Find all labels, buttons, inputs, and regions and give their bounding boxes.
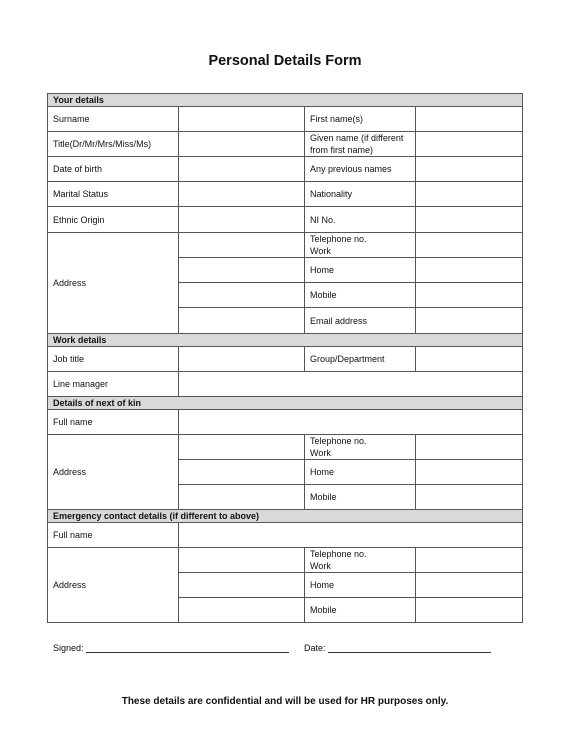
section-emergency: Emergency contact details (if different to above) [48,510,523,523]
label-kin-telephone [305,435,416,460]
label-emergency-mobile: Mobile [305,598,416,623]
address-line4-field[interactable] [179,308,305,334]
kin-telephone-line1: Telephone no. [310,436,367,446]
signature-row [53,643,289,653]
label-emergency-telephone [305,548,416,573]
personal-details-table [47,93,523,623]
date-row [304,643,491,653]
label-kin-home: Home [305,460,416,485]
address-line1-field[interactable] [179,233,305,258]
emergency-address-line2-field[interactable] [179,573,305,598]
kin-tel-home-field[interactable] [416,460,523,485]
first-names-field[interactable] [416,107,523,132]
label-emergency-address: Address [48,548,179,623]
label-home: Home [305,258,416,283]
emergency-tel-work-field[interactable] [416,548,523,573]
signature-line[interactable] [86,643,289,653]
confidentiality-notice: These details are confidential and will be used for HR purposes only. [121,696,449,707]
section-next-of-kin: Details of next of kin [48,397,523,410]
mobile-field[interactable] [416,283,523,308]
emergency-telephone-line1: Telephone no. [310,549,367,559]
label-dob: Date of birth [48,157,179,182]
given-name-field[interactable] [416,132,523,157]
emergency-address-line3-field[interactable] [179,598,305,623]
kin-mobile-field[interactable] [416,485,523,510]
kin-telephone-line2: Work [310,448,331,458]
label-job-title: Job title [48,347,179,372]
label-line-manager: Line manager [48,372,179,397]
emergency-address-line1-field[interactable] [179,548,305,573]
emergency-mobile-field[interactable] [416,598,523,623]
form-title: Personal Details Form [208,53,362,69]
section-your-details: Your details [48,94,523,107]
group-field[interactable] [416,347,523,372]
label-group: Group/Department [305,347,416,372]
marital-field[interactable] [179,182,305,207]
label-kin-mobile: Mobile [305,485,416,510]
telephone-line1: Telephone no. [310,234,367,244]
line-manager-field[interactable] [179,372,523,397]
label-address: Address [48,233,179,334]
label-ni: NI No. [305,207,416,233]
label-emergency-home: Home [305,573,416,598]
label-first-names: First name(s) [305,107,416,132]
kin-address-line2-field[interactable] [179,460,305,485]
kin-tel-work-field[interactable] [416,435,523,460]
label-emergency-full-name: Full name [48,523,179,548]
telephone-line2: Work [310,246,331,256]
label-nationality: Nationality [305,182,416,207]
emergency-full-name-field[interactable] [179,523,523,548]
kin-address-line3-field[interactable] [179,485,305,510]
label-kin-address: Address [48,435,179,510]
label-telephone [305,233,416,258]
signed-label: Signed: [53,643,84,653]
tel-work-field[interactable] [416,233,523,258]
tel-home-field[interactable] [416,258,523,283]
emergency-telephone-line2: Work [310,561,331,571]
previous-names-field[interactable] [416,157,523,182]
kin-address-line1-field[interactable] [179,435,305,460]
label-marital: Marital Status [48,182,179,207]
date-label: Date: [304,643,326,653]
label-previous-names: Any previous names [305,157,416,182]
job-title-field[interactable] [179,347,305,372]
label-kin-full-name: Full name [48,410,179,435]
surname-field[interactable] [179,107,305,132]
address-line2-field[interactable] [179,258,305,283]
section-work-details: Work details [48,334,523,347]
email-field[interactable] [416,308,523,334]
emergency-tel-home-field[interactable] [416,573,523,598]
address-line3-field[interactable] [179,283,305,308]
label-surname: Surname [48,107,179,132]
ni-field[interactable] [416,207,523,233]
label-given-name [305,132,416,157]
label-mobile: Mobile [305,283,416,308]
given-name-line2: from first name) [310,145,374,155]
kin-full-name-field[interactable] [179,410,523,435]
dob-field[interactable] [179,157,305,182]
label-email: Email address [305,308,416,334]
label-ethnic: Ethnic Origin [48,207,179,233]
label-title: Title(Dr/Mr/Mrs/Miss/Ms) [48,132,179,157]
title-field[interactable] [179,132,305,157]
nationality-field[interactable] [416,182,523,207]
date-line[interactable] [328,643,491,653]
ethnic-field[interactable] [179,207,305,233]
given-name-line1: Given name (if different [310,133,404,143]
